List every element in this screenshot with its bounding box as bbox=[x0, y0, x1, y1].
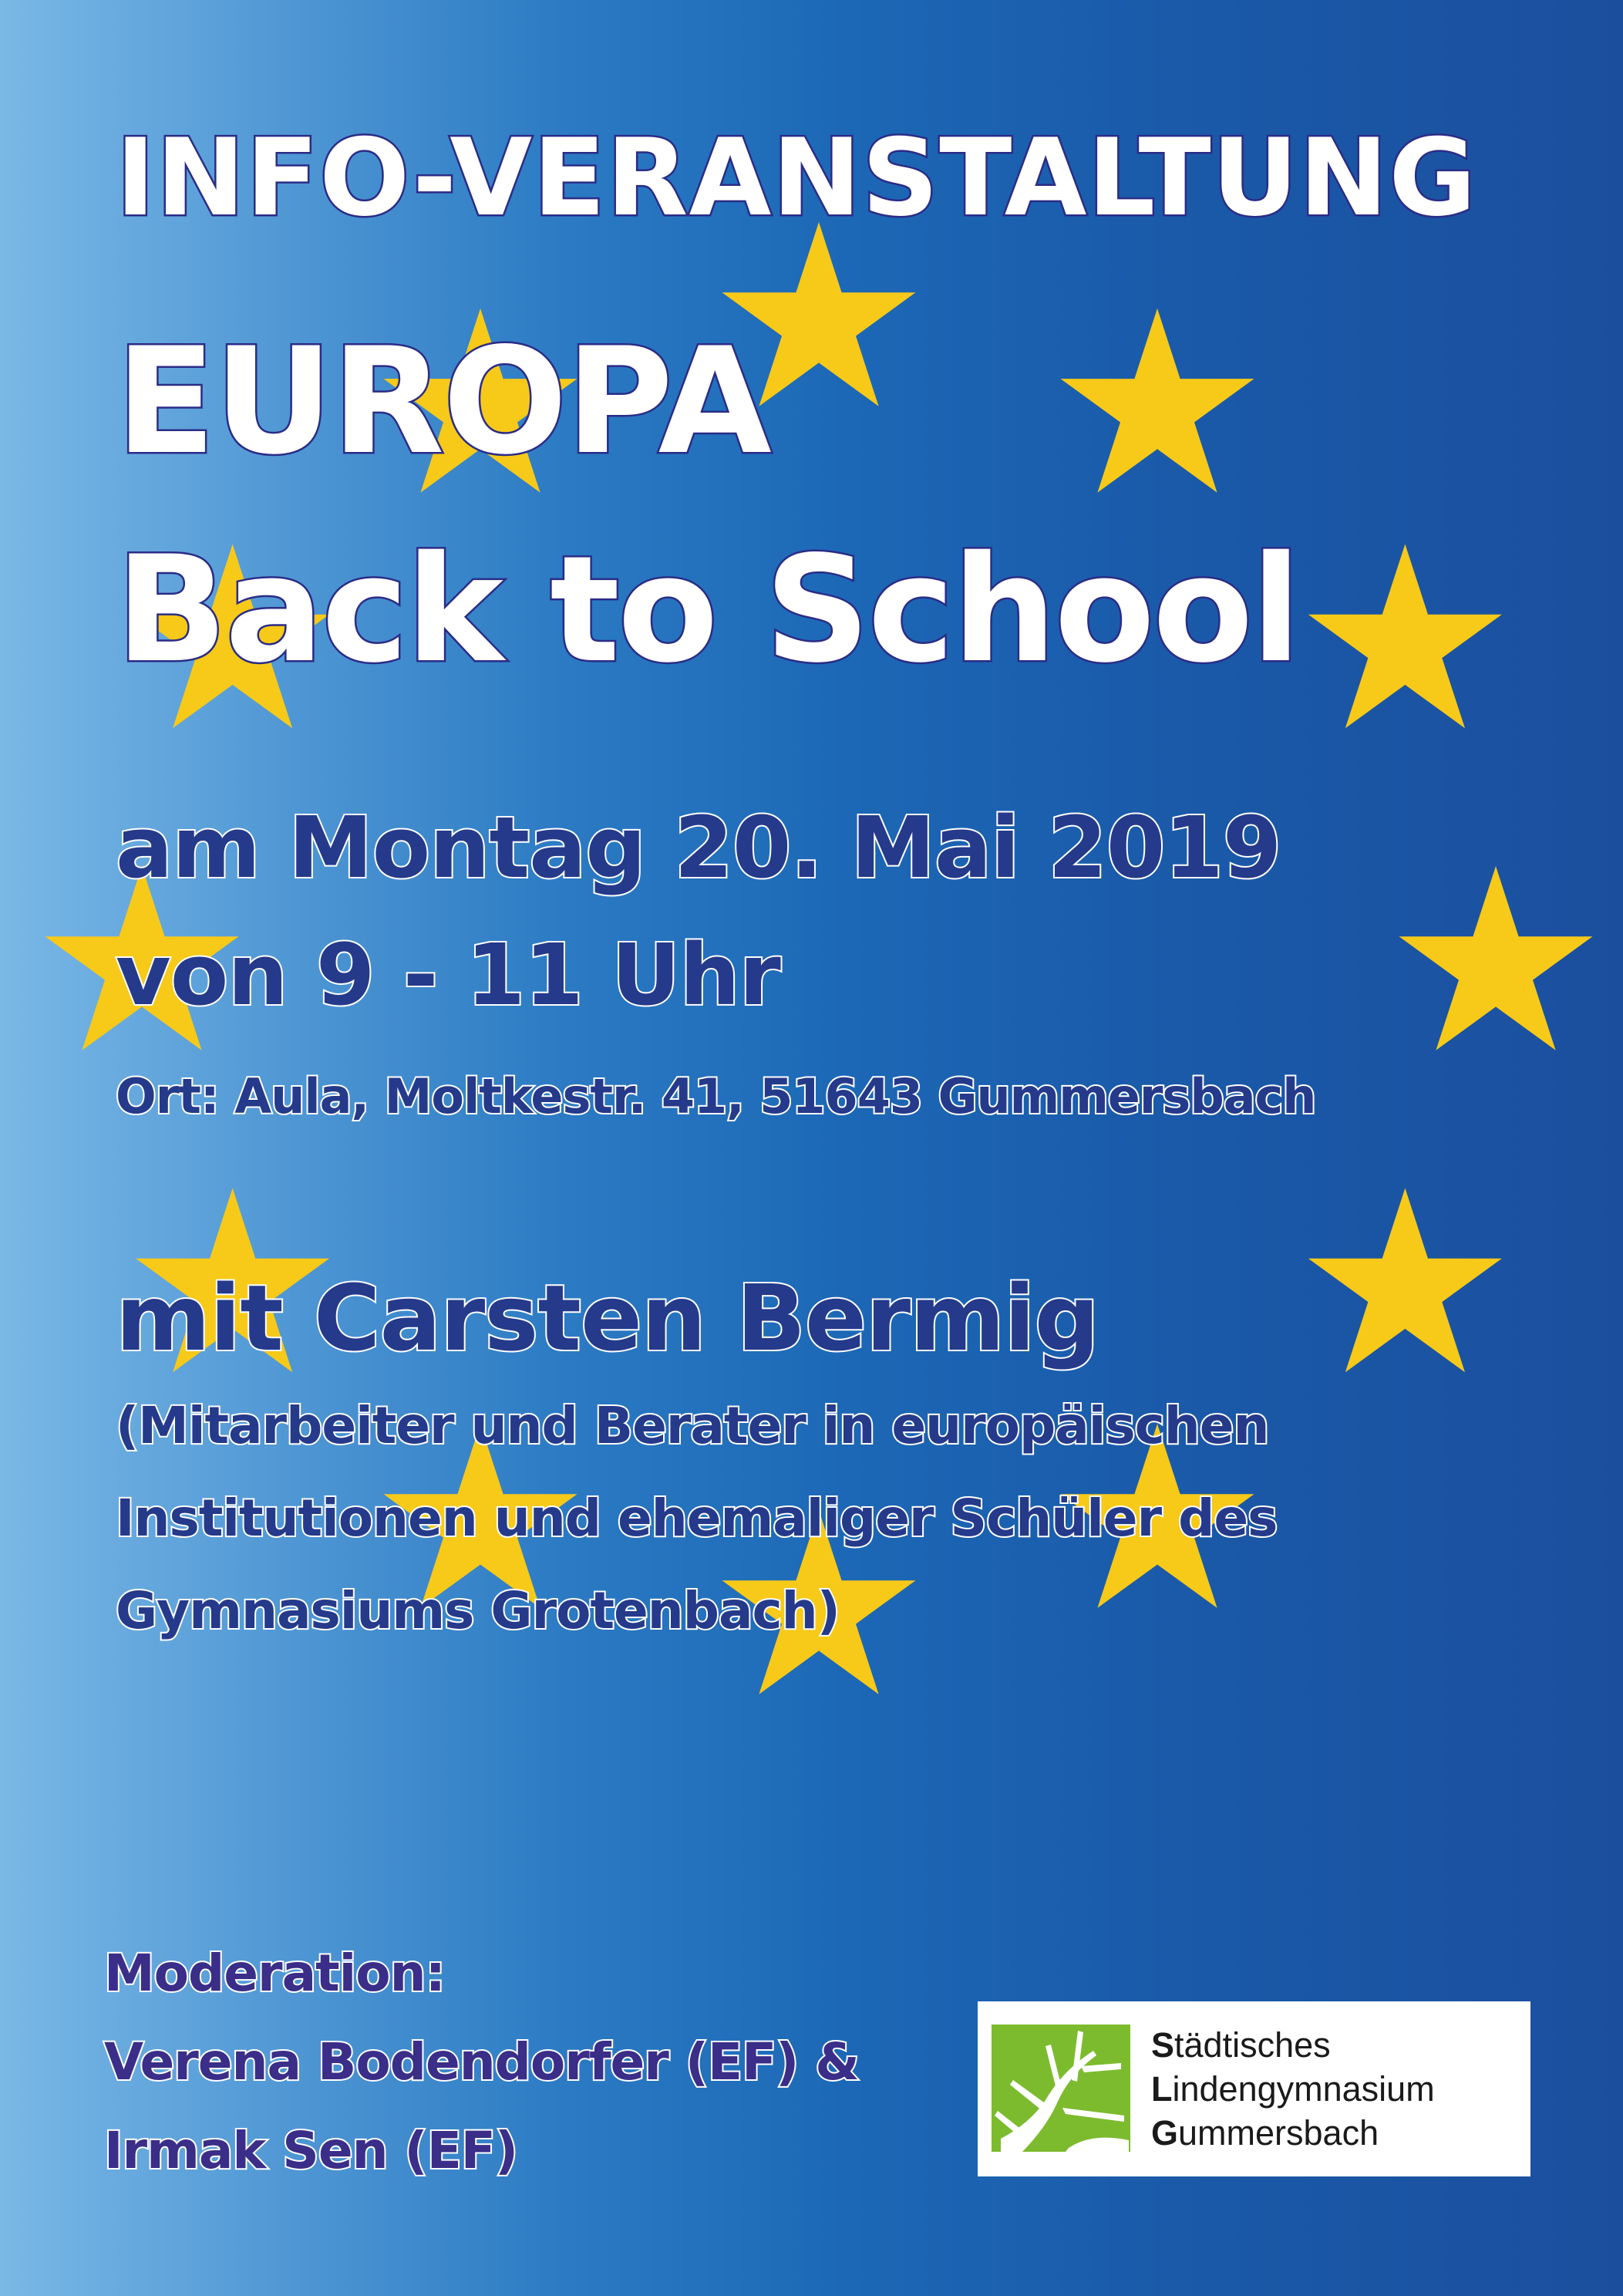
speaker-bio-line: (Mitarbeiter und Berater in europäischen bbox=[116, 1396, 1269, 1455]
eu-star-icon bbox=[1308, 1188, 1502, 1373]
school-name bbox=[1151, 2023, 1435, 2155]
school-name-line: Lindengymnasium bbox=[1151, 2069, 1435, 2109]
moderator-line: Verena Bodendorfer (EF) & bbox=[104, 2032, 859, 2092]
school-logo bbox=[978, 2001, 1530, 2176]
speaker-bio-line: Gymnasiums Grotenbach) bbox=[116, 1581, 840, 1640]
event-time: von 9 - 11 Uhr bbox=[116, 925, 780, 1024]
school-name-line: Städtisches bbox=[1151, 2025, 1331, 2065]
eu-star-icon bbox=[1308, 544, 1502, 729]
title-back-to-school: Back to School bbox=[116, 524, 1299, 695]
speaker-name: mit Carsten Bermig bbox=[116, 1265, 1099, 1371]
eu-star-icon bbox=[1399, 866, 1593, 1050]
tree-logo-icon bbox=[992, 2025, 1130, 2152]
event-date: am Montag 20. Mai 2019 bbox=[116, 798, 1281, 897]
school-name-line: Gummersbach bbox=[1151, 2113, 1379, 2153]
event-location: Ort: Aula, Moltkestr. 41, 51643 Gummersbach bbox=[116, 1068, 1316, 1124]
moderator-line: Irmak Sen (EF) bbox=[104, 2121, 518, 2180]
title-info-veranstaltung: INFO-VERANSTALTUNG bbox=[116, 116, 1477, 240]
speaker-bio-line: Institutionen und ehemaliger Schüler des bbox=[116, 1489, 1278, 1548]
title-europa: EUROPA bbox=[116, 316, 770, 487]
moderation-label: Moderation: bbox=[104, 1944, 446, 2003]
eu-star-icon bbox=[1061, 308, 1254, 493]
